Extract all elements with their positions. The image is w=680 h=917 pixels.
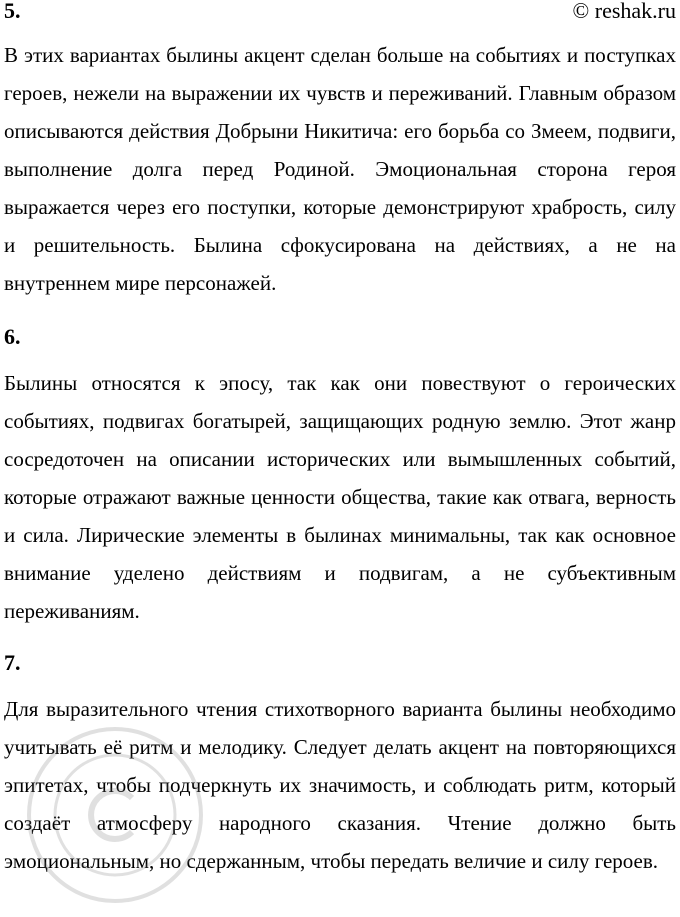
answer-5-paragraph: В этих вариантах былины акцент сделан больше на событиях и поступках героев, нежели на выражении их чувств и переживаний. Главным образом описываются действия Добрыни Никитича: его борьба со Змеем, подвиги, выполнение долга перед Родиной. Эмоциональная сторона героя выражается через его поступки, которые демонстрируют храбрость, силу и решительность. Былина сфокусирована на действиях, а не на внутреннем мире персонажей.	[4, 43, 676, 295]
section-number-5: 5.	[4, 0, 21, 23]
copyright-label: © reshak.ru	[572, 0, 676, 23]
answer-6-paragraph: Былины относятся к эпосу, так как они повествуют о героических событиях, подвигах богатырей, защищающих родную землю. Этот жанр сосредоточен на описании исторических или вымышленных событий, которые отражают важные ценности общества, такие как отвага, верность и сила. Лирические элементы в былинах минимальны, так как основное внимание уделено действиям и подвигам, а не субъективным переживаниям.	[4, 371, 676, 623]
page-header	[4, 0, 676, 26]
answer-7-paragraph: Для выразительного чтения стихотворного варианта былины необходимо учитывать её ритм и мелодику. Следует делать акцент на повторяющихся эпитетах, чтобы подчеркнуть их значимость, и соблюдать ритм, который создаёт атмосферу народного сказания. Чтение должно быть эмоциональным, но сдержанным, чтобы передать величие и силу героев.	[4, 697, 676, 873]
section-number-7: 7.	[4, 650, 21, 675]
section-number-6: 6.	[4, 324, 21, 349]
